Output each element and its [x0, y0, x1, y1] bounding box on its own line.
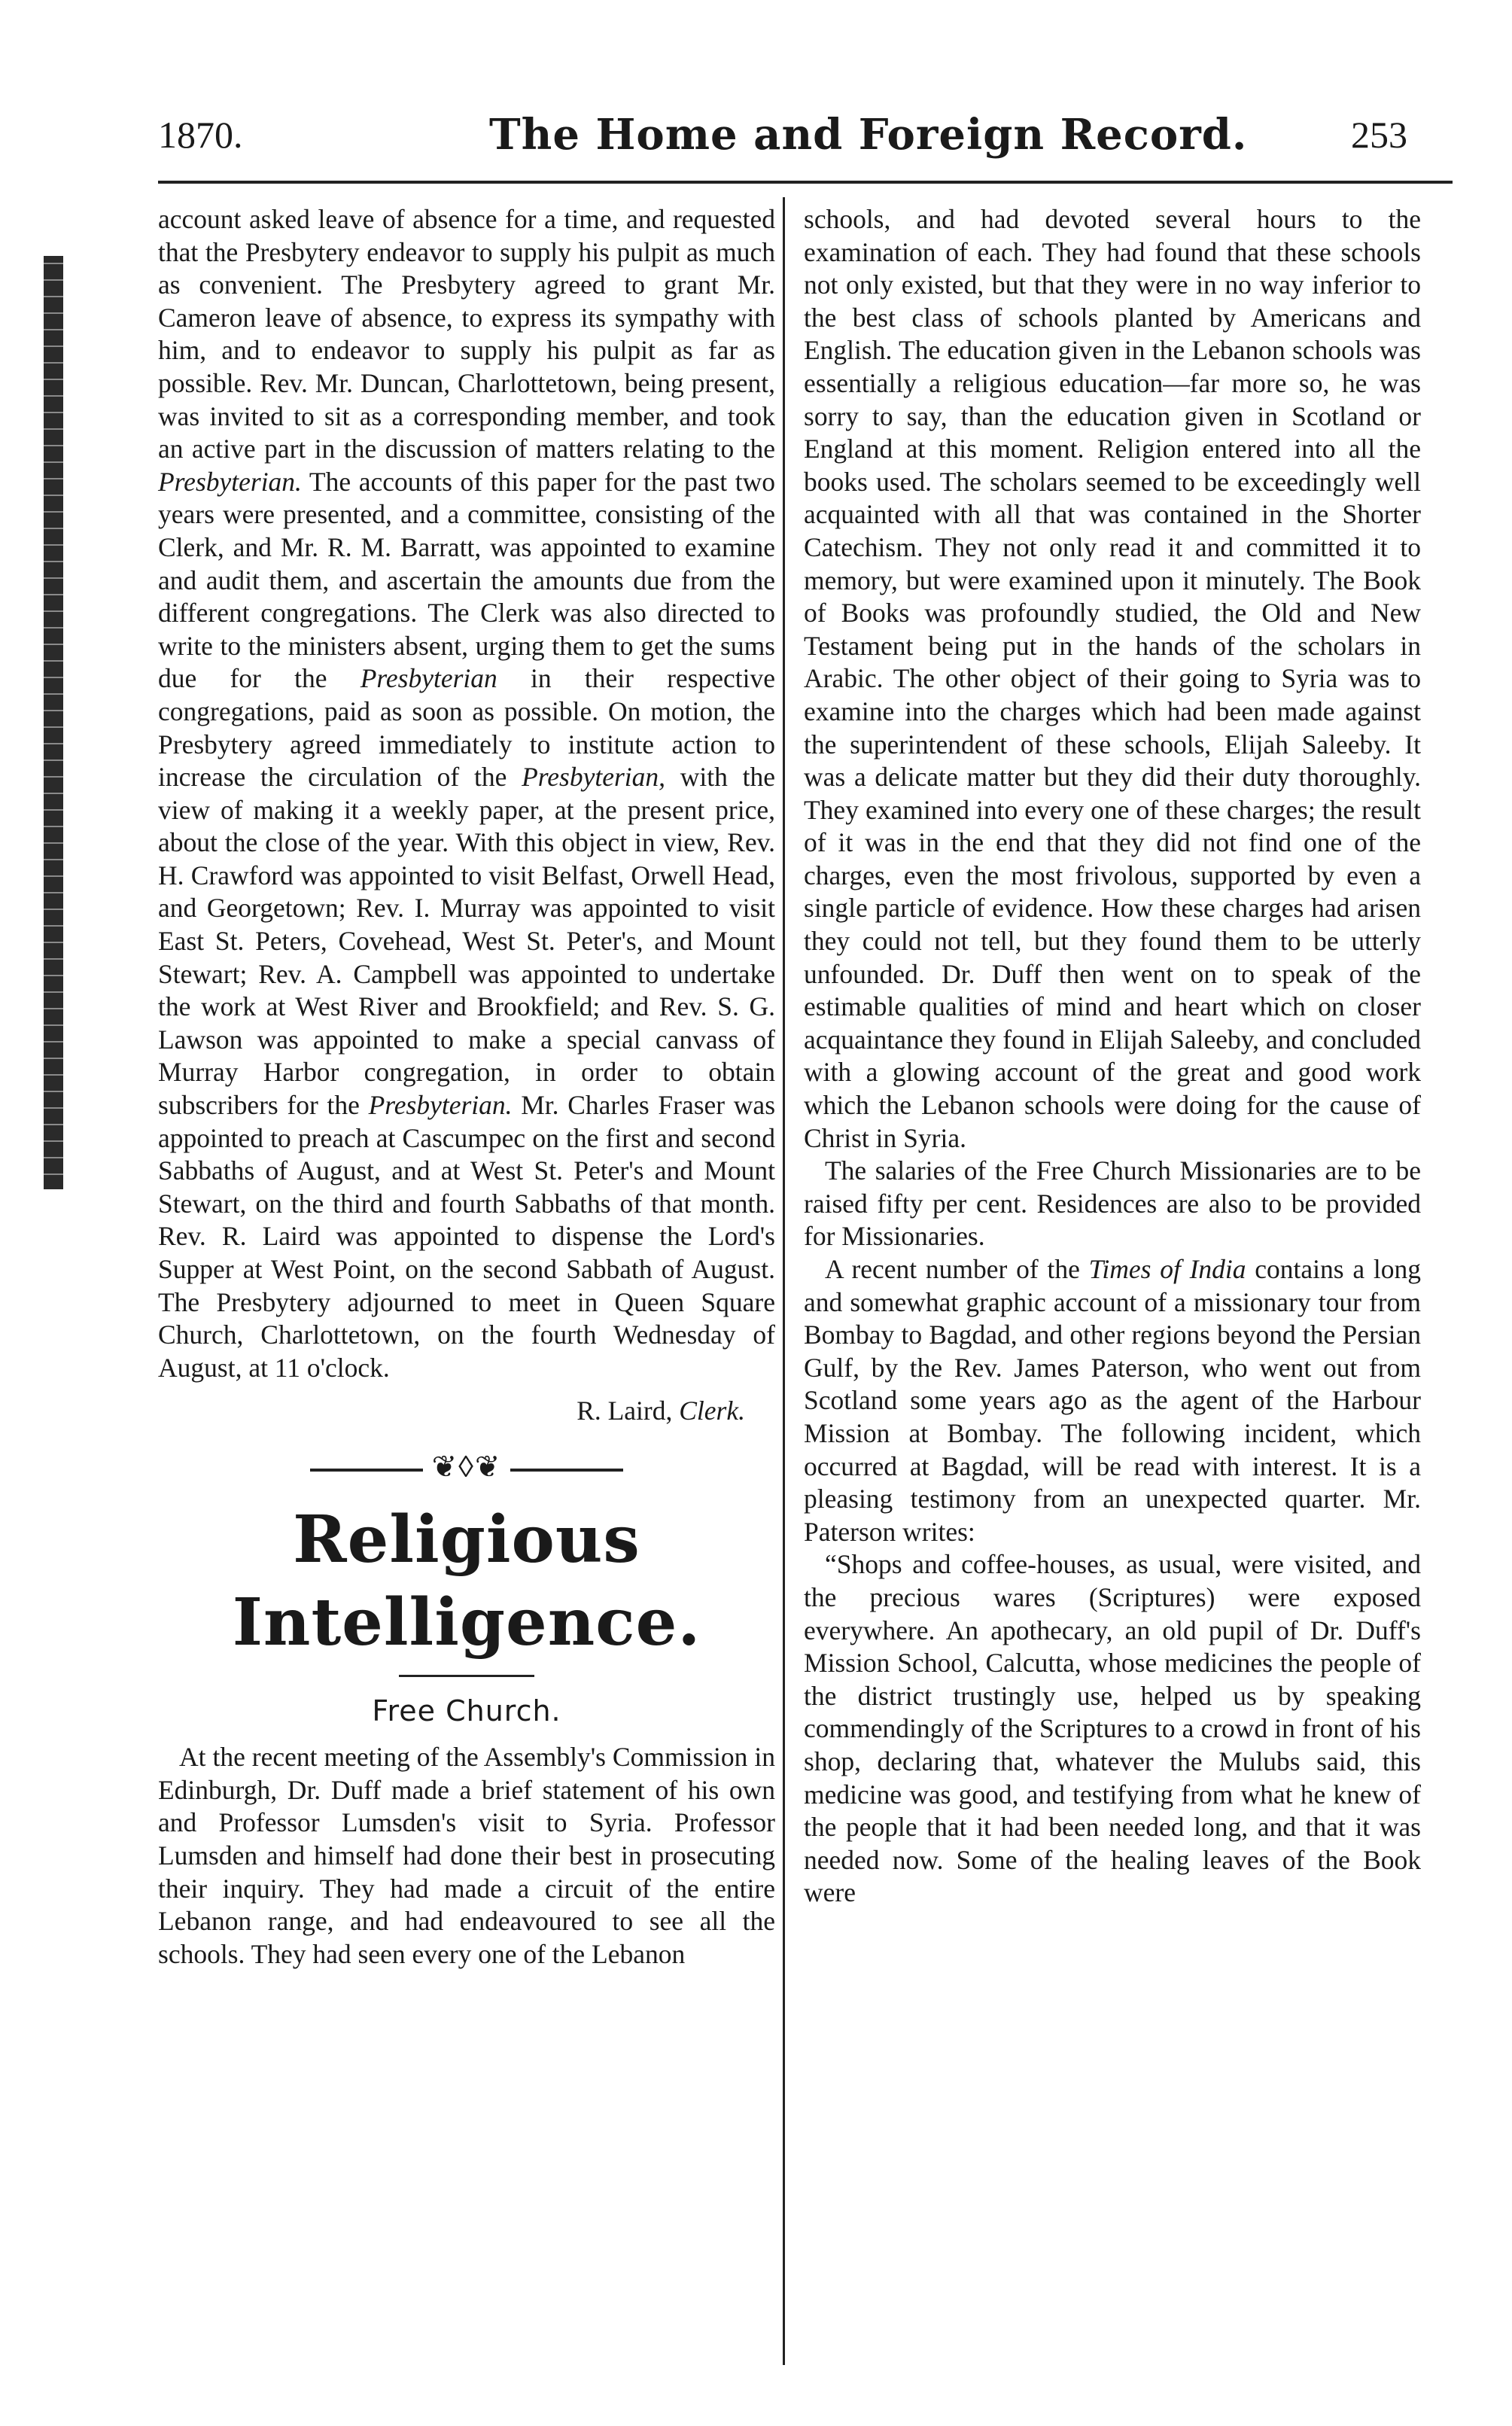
- subhead-free-church: Free Church.: [372, 1694, 561, 1727]
- page-header: [158, 110, 1453, 173]
- section-title: Religious Intelligence.: [232, 1501, 701, 1660]
- lebanon-schools-paragraph: schools, and had devoted several hours to the examination of each. They had found that these schools not only existed, but that they were in no way inferior to the best class of schools planted by Americans and English. The education given in the Lebanon schools was essentially a religious education—far more so, he was sorry to say, than the education given in Scotland or England at this moment. Religion entered into all the books used. The scholars seemed to be exceedingly well acquainted with all that was contained in the Shorter Catechism. They not only read it and committed it to memory, but were examined upon it minutely. The Book of Books was profoundly studied, the Old and New Testament being put in the hands of the scholars in Arabic. The other object of their going to Syria was to examine into the charges which had been made against the superintendent of these schools, Elijah Saleeby. It was a delicate matter but they did their duty thoroughly. They examined into every one of these charges; the result of it was in the end that they did not find one of the charges, even the most frivolous, supported by even a single particle of evidence. How these charges had arisen they could not tell, but they found them to be utterly unfounded. Dr. Duff then went on to speak of the estimable qualities of mind and heart which on closer acquaintance they found in Elijah Saleeby, and concluded with a glowing account of the great and good work which the Lebanon schools were doing for the cause of Christ in Syria.: [804, 204, 1421, 1153]
- column-divider: [783, 197, 785, 2365]
- left-column: [158, 203, 775, 1971]
- header-year: 1870.: [158, 114, 243, 156]
- header-rule: [158, 181, 1453, 184]
- header-title: The Home and Foreign Record.: [489, 110, 1248, 160]
- right-column: [804, 203, 1421, 1910]
- ornament-divider: ❦◊❦: [158, 1450, 775, 1484]
- commission-paragraph: At the recent meeting of the Assembly's Commission in Edinburgh, Dr. Duff made a brief statement of his own and Professor Lumsden's visit to Syria. Professor Lumsden and himself had done their best in prosecuting their inquiry. They had made a circuit of the entire Lebanon range, and had endeavoured to see all the schools. They had seen every one of the Lebanon: [158, 1742, 775, 1969]
- paterson-quote-paragraph: “Shops and coffee-houses, as usual, were visited, and the precious wares (Scriptures) were exposed everywhere. An apothecary, an old pupil of Dr. Duff's Mission School, Calcutta, whose medicines the people of the district trustingly use, helped us by speaking commendingly of the Scriptures to a crowd in front of his shop, declaring that, whatever the Mulubs said, this medicine was good, and testifying from what he knew of the people that it had been needed long, and that it was needed now. Some of the healing leaves of the Book were: [804, 1549, 1421, 1908]
- section-rule: [399, 1675, 534, 1677]
- clerk-signature: R. Laird, Clerk.: [577, 1396, 745, 1426]
- header-page-number: 253: [1351, 114, 1407, 156]
- salaries-paragraph: The salaries of the Free Church Missionaries are to be raised fifty per cent. Residences are also to be provided for Missionaries.: [804, 1155, 1421, 1252]
- presbytery-report-paragraph: account asked leave of absence for a time, and requested that the Presbytery endeavor to supply his pulpit as much as convenient. The Presbytery agreed to grant Mr. Cameron leave of absence, to express its sympathy with him, and to endeavor to supply his pulpit as far as possible. Rev. Mr. Duncan, Charlottetown, being present, was invited to sit as a corresponding member, and took an active part in the discussion of matters relating to the Presbyterian. The accounts of this paper for the past two years were presented, and a committee, consisting of the Clerk, and Mr. R. M. Barratt, was appointed to examine and audit them, and ascertain the amounts due from the different congregations. The Clerk was also directed to write to the ministers absent, urging them to get the sums due for the Presbyterian in their respective congregations, paid as soon as possible. On motion, the Presbytery agreed immediately to institute action to increase the circulation of the Presbyterian, with the view of making it a weekly paper, at the present price, about the close of the year. With this object in view, Rev. H. Crawford was appointed to visit Belfast, Orwell Head, and Georgetown; Rev. I. Murray was appointed to visit East St. Peters, Covehead, West St. Peter's, and Mount Stewart; Rev. A. Campbell was appointed to undertake the work at West River and Brookfield; and Rev. S. G. Lawson was appointed to make a special canvass of Murray Harbor congregation, in order to obtain subscribers for the Presbyterian. Mr. Charles Fraser was appointed to preach at Cascumpec on the first and second Sabbaths of August, and at West St. Peter's and Mount Stewart, on the third and fourth Sabbaths of that month. Rev. R. Laird was appointed to dispense the Lord's Supper at West Point, on the second Sabbath of August. The Presbytery adjourned to meet in Queen Square Church, Charlottetown, on the fourth Wednesday of August, at 11 o'clock.: [158, 204, 776, 1383]
- times-of-india-paragraph: A recent number of the Times of India contains a long and somewhat graphic account of a missionary tour from Bombay to Bagdad, and other regions beyond the Persian Gulf, by the Rev. James Paterson, who went out from Scotland some years ago as the agent of the Harbour Mission at Bombay. The following incident, which occurred at Bagdad, will be read with interest. It is a pleasing testimony from an unexpected quarter. Mr. Paterson writes:: [804, 1254, 1421, 1547]
- scan-edge-mark: [44, 256, 63, 1189]
